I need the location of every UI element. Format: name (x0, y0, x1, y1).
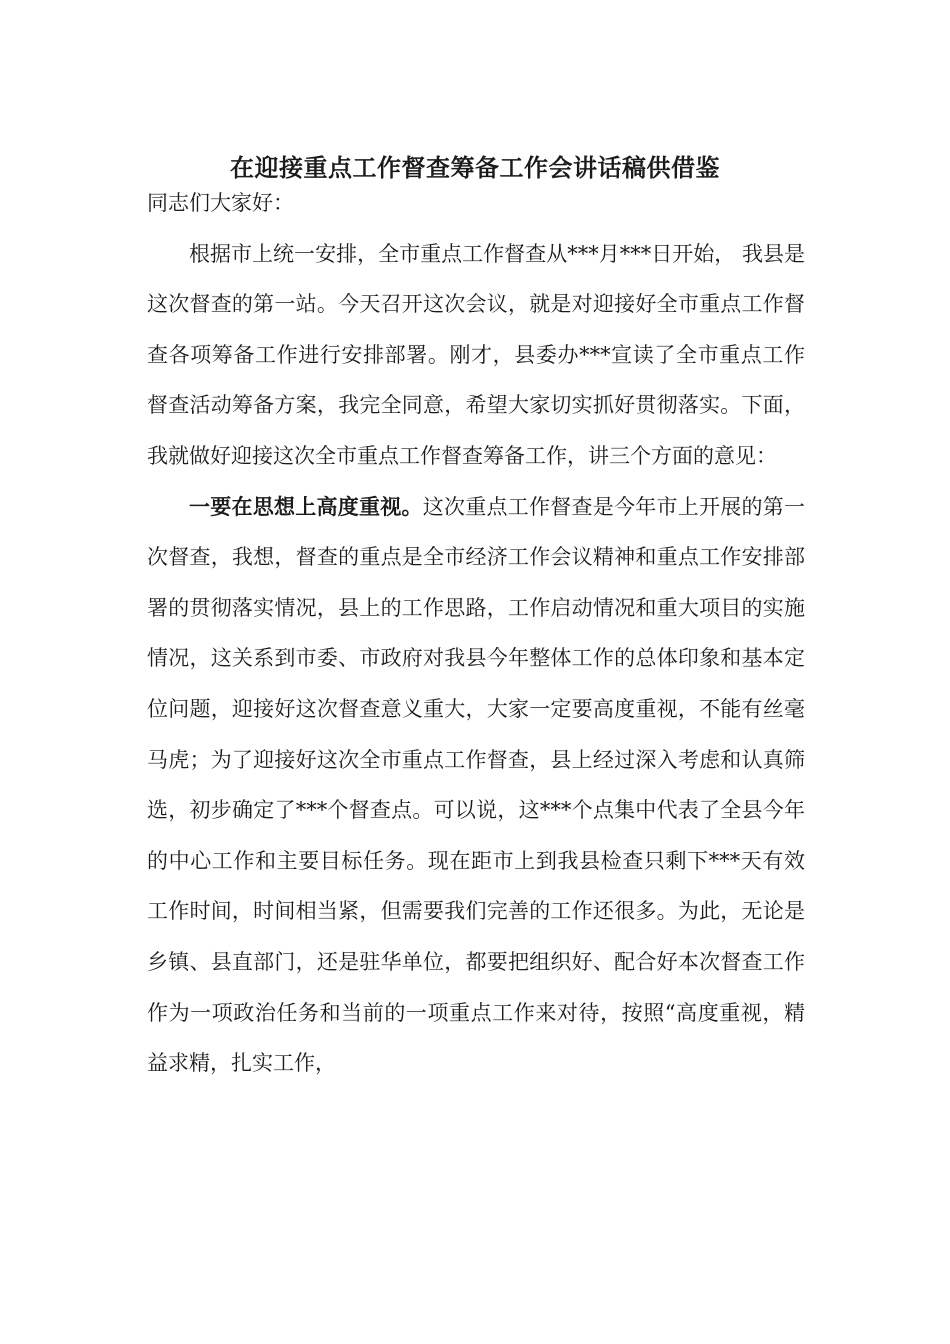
paragraph-point-one-heading: 一要在思想上高度重视。 (189, 493, 423, 519)
paragraph-intro (147, 229, 805, 482)
paragraph-point-one-text: 这次重点工作督查是今年市上开展的第一次督查，我想，督查的重点是全市经济工作会议精神和重点工作安排部署的贯彻落实情况，县上的工作思路，工作启动情况和重大项目的实施情况，这关系到市委、市政府对我县今年整体工作的总体印象和基本定位问题，迎接好这次督查意义重大，大家一定要高度重视，不能有丝毫马虎；为了迎接好这次全市重点工作督查，县上经过深入考虑和认真筛选，初步确定了***个督查点。可以说，这***个点集中代表了全县今年的中心工作和主要目标任务。现在距市上到我县检查只剩下***天有效工作时间，时间相当紧，但需要我们完善的工作还很多。为此，无论是乡镇、县直部门，还是驻华单位，都要把组织好、配合好本次督查工作作为一项政治任务和当前的一项重点工作来对待，按照“高度重视，精益求精，扎实工作， (147, 494, 805, 1076)
paragraph-intro-text: 根据市上统一安排，全市重点工作督查从***月***日开始， 我县是这次督查的第一站。今天召开这次会议，就是对迎接好全市重点工作督查各项筹备工作进行安排部署。刚才，县委办***宣读了全市重点工作督查活动筹备方案，我完全同意，希望大家切实抓好贯彻落实。下面，我就做好迎接这次全市重点工作督查筹备工作，讲三个方面的意见： (147, 241, 805, 468)
paragraph-point-one (147, 482, 805, 1089)
document-title: 在迎接重点工作督查筹备工作会讲话稿供借鉴 (230, 153, 720, 182)
greeting-line: 同志们大家好： (147, 191, 294, 215)
document-body (147, 178, 805, 1089)
